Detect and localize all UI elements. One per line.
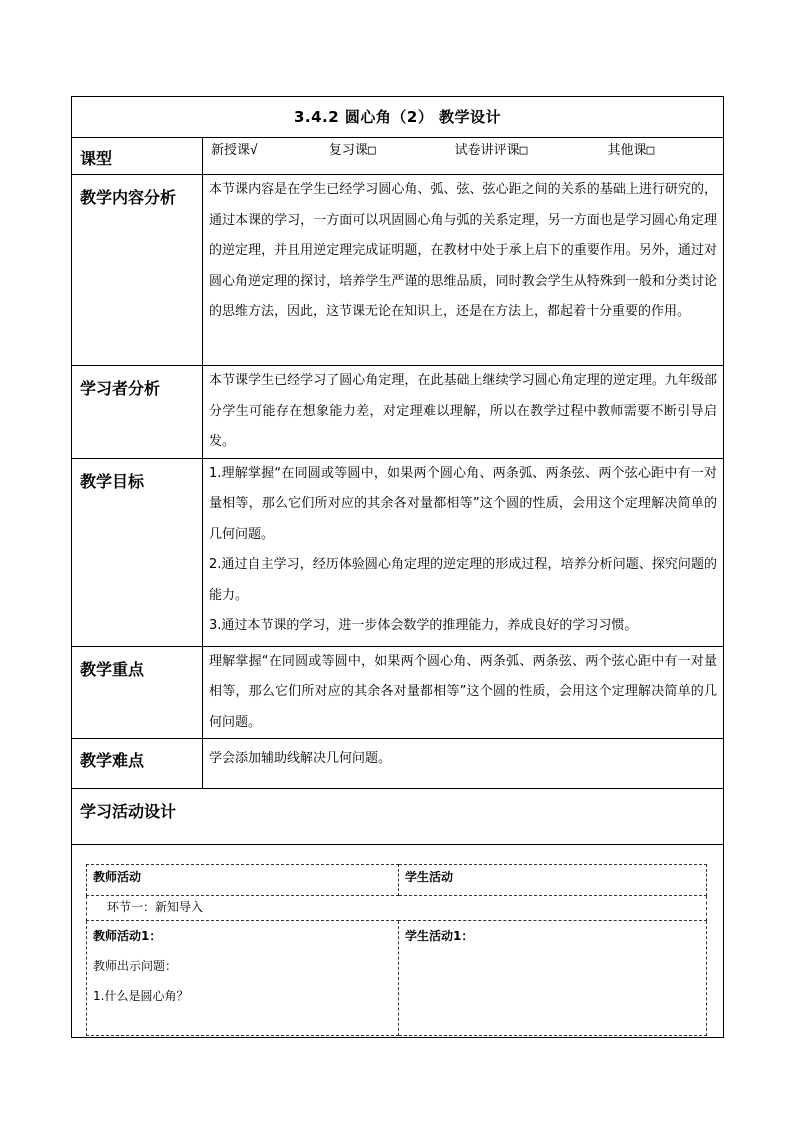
activity-design-container [72,845,724,1038]
section-1-title: 环节一：新知导入 [87,896,707,921]
content-analysis-text [203,175,724,366]
goals-content [203,458,724,646]
option-new-lesson: 新授课√ [211,143,258,158]
key-points-label: 教学重点 [72,646,203,739]
goal-item-2: 2.通过自主学习，经历体验圆心角定理的逆定理的形成过程，培养分析问题、探究问题的能力。 [209,557,717,603]
teacher-activity-1 [87,921,399,1036]
difficulties-content [203,739,724,789]
difficulties-label: 教学难点 [72,739,203,789]
option-review-lesson: 复习课□ [328,143,376,158]
teacher-activity-1-title: 教师活动1： [93,929,162,943]
content-analysis-paragraph: 本节课内容是在学生已经学习圆心角、弧、弦、弦心距之间的关系的基础上进行研究的，通过本课的学习，一方面可以巩固圆心角与弧的关系定理，另一方面也是学习圆心角定理的逆定理，并且用逆定理完成证明题，在教材中处于承上启下的重要作用。另外，通过对圆心角逆定理的探讨，培养学生严谨的思维品质，同时教会学生从特殊到一般和分类讨论的思维方法，因此，这节课无论在知识上，还是在方法上，都起着十分重要的作用。 [209,182,717,319]
teacher-activity-line-1: 教师出示问题： [93,959,178,973]
key-points-content [203,646,724,739]
lesson-type-options [203,138,724,175]
document-title: 3.4.2 圆心角（2） 教学设计 [72,97,724,138]
option-exam-review-lesson: 试卷讲评课□ [454,143,528,158]
student-activity-1 [399,921,707,1036]
option-other-lesson: 其他课□ [607,143,655,158]
lesson-type-label: 课型 [72,138,203,175]
goals-label: 教学目标 [72,458,203,646]
content-analysis-label: 教学内容分析 [72,175,203,366]
difficulties-paragraph: 学会添加辅助线解决几何问题。 [209,751,392,766]
activity-design-label: 学习活动设计 [72,789,724,845]
teacher-activity-line-2: 1.什么是圆心角？ [93,989,189,1003]
student-activity-header: 学生活动 [399,865,707,896]
lesson-plan-table [71,96,724,1038]
learner-analysis-label: 学习者分析 [72,366,203,459]
teacher-activity-header: 教师活动 [87,865,399,896]
learner-analysis-paragraph: 本节课学生已经学习了圆心角定理，在此基础上继续学习圆心角定理的逆定理。九年级部分学生可能存在想象能力差，对定理难以理解，所以在教学过程中教师需要不断引导启发。 [209,373,717,449]
learner-analysis-text [203,366,724,459]
goal-item-3: 3.通过本节课的学习，进一步体会数学的推理能力，养成良好的学习习惯。 [209,618,638,633]
key-points-paragraph: 理解掌握“在同圆或等圆中，如果两个圆心角、两条弧、两条弦、两个弦心距中有一对量相等，那么它们所对应的其余各对量都相等”这个圆的性质，会用这个定理解决简单的几何问题。 [209,653,717,730]
student-activity-1-title: 学生活动1： [405,929,474,943]
goal-item-1: 1.理解掌握“在同圆或等圆中，如果两个圆心角、两条弧、两条弦、两个弦心距中有一对量相等，那么它们所对应的其余各对量都相等”这个圆的性质，会用这个定理解决简单的几何问题。 [209,465,717,542]
activity-table [86,864,707,1036]
